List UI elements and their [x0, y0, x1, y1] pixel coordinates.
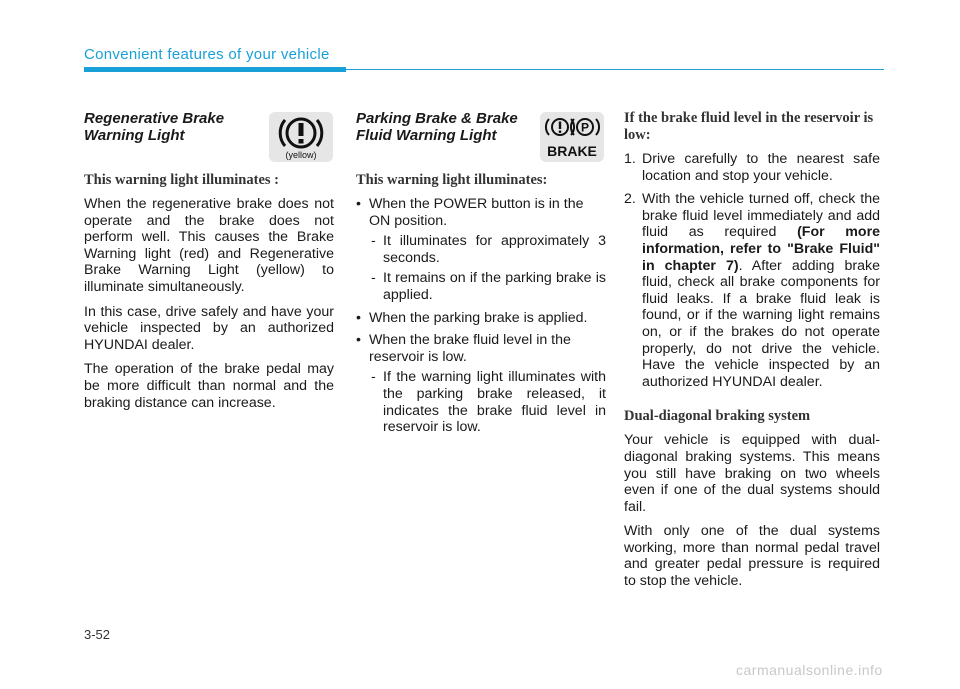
- page-number: 3-52: [84, 627, 111, 642]
- parking-brake-warning-icon: [540, 112, 604, 162]
- list-item: • When the brake fluid level in the reservoir is low. - If the warning light illuminates with the parking brake released, it indicates the brake fluid level in reservoir is low.: [356, 332, 606, 436]
- dual-diagonal-paragraph-2: With only one of the dual systems working, more than normal pedal travel and greater pedal pressure is required to stop the vehicle.: [624, 523, 880, 590]
- brake-warning-icon: [540, 112, 604, 162]
- dual-diagonal-paragraph-1: Your vehicle is equipped with dual-diagonal braking systems. This means you still have braking on two wheels even if one of the dual systems should fail.: [624, 432, 880, 515]
- regenerative-paragraph-1: When the regenerative brake does not operate and the brake does not perform well. This causes the Brake Warning light (red) and Regenerative Brake Warning Light (yellow) to illuminate simultaneously.: [84, 196, 334, 295]
- regenerative-paragraph-3: The operation of the brake pedal may be more difficult than normal and the braking distance can increase.: [84, 361, 334, 411]
- column-fluid-level: [624, 110, 880, 598]
- header-rule: [84, 69, 884, 70]
- section-title: Convenient features of your vehicle: [84, 46, 330, 63]
- list-item: - It illuminates for approximately 3 seconds.: [369, 233, 606, 266]
- list-item: • When the parking brake is applied.: [356, 310, 606, 327]
- regenerative-paragraph-2: In this case, drive safely and have your vehicle inspected by an authorized HYUNDAI dealer.: [84, 303, 334, 353]
- parking-brake-title: Parking Brake & Brake Fluid Warning Light: [356, 110, 518, 144]
- regenerative-subhead: This warning light illuminates :: [84, 172, 279, 188]
- list-item: - It remains on if the parking brake is applied.: [369, 270, 606, 303]
- watermark: carmanualsonline.info: [736, 662, 883, 678]
- regenerative-brake-warning-icon: [269, 112, 333, 162]
- list-item: 1. Drive carefully to the nearest safe location and stop your vehicle.: [624, 151, 880, 184]
- list-item: • When the POWER button is in the ON position. - It illuminates for approximately 3 seconds. - It remains on if the parking brake is applied.: [356, 196, 606, 304]
- parking-subhead: This warning light illuminates:: [356, 172, 548, 188]
- fluid-low-subhead: If the brake fluid level in the reservoir is low:: [624, 110, 874, 143]
- svg-text:P: P: [580, 120, 590, 135]
- dual-diagonal-subhead: Dual-diagonal braking system: [624, 408, 811, 425]
- list-item: - If the warning light illuminates with the parking brake released, it indicates the brake fluid level in reservoir is low.: [369, 369, 606, 435]
- icon-caption: (yellow): [285, 150, 317, 160]
- brake-label: BRAKE: [547, 143, 597, 159]
- regenerative-brake-title: Regenerative Brake Warning Light: [84, 110, 225, 144]
- list-item: 2. With the vehicle turned off, check the brake fluid level immediately and add fluid as required (For more information, refer to "Brake Fluid" in chapter 7). After adding brake fluid, check all brake components for fluid leaks. If a brake fluid leak is found, or if the warning light remains on, or if the brakes do not operate properly, do not drive the vehicle. Have the vehicle inspected by an authorized HYUNDAI dealer.: [624, 191, 880, 390]
- exclamation-circle-icon: [278, 114, 324, 152]
